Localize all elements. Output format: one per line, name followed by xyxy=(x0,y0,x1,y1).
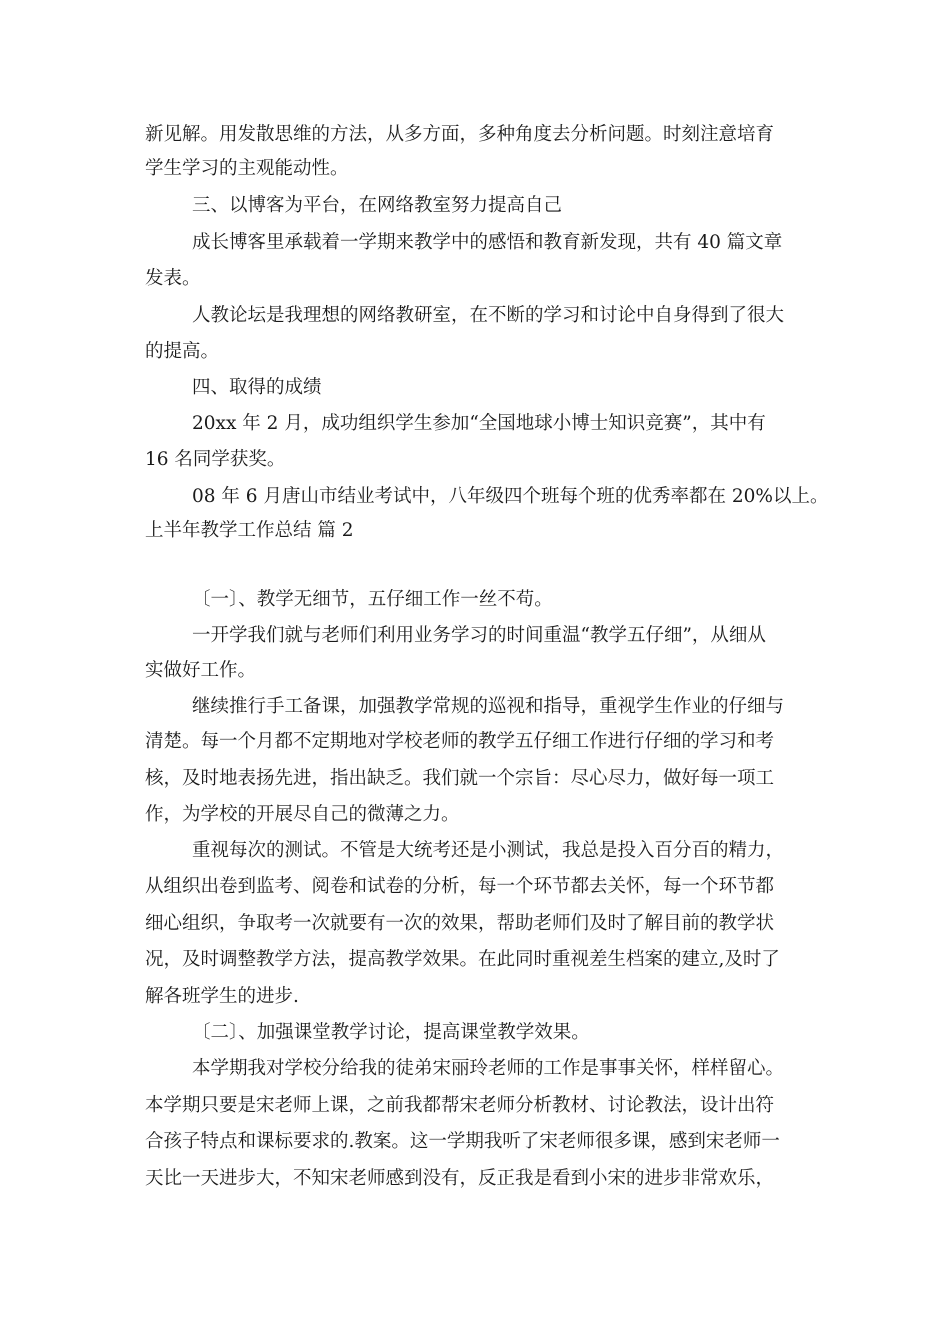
body-line: 核，及时地表扬先进，指出缺乏。我们就一个宗旨：尽心尽力，做好每一项工 xyxy=(145,768,775,789)
body-line: 实做好工作。 xyxy=(145,660,257,681)
body-line: 天比一天进步大，不知宋老师感到没有，反正我是看到小宋的进步非常欢乐， xyxy=(145,1168,775,1189)
body-line: 本学期我对学校分给我的徒弟宋丽玲老师的工作是事事关怀，样样留心。 xyxy=(192,1058,785,1079)
body-line: 新见解。用发散思维的方法，从多方面，多种角度去分析问题。时刻注意培育 xyxy=(145,124,775,145)
body-line: 08 年 6 月唐山市结业考试中，八年级四个班每个班的优秀率都在 20%以上。 xyxy=(192,486,829,507)
body-line: 况，及时调整教学方法，提高教学效果。在此同时重视差生档案的建立,及时了 xyxy=(145,949,780,970)
section-heading-4: 四、取得的成绩 xyxy=(192,377,322,398)
body-line: 清楚。每一个月都不定期地对学校老师的教学五仔细工作进行仔细的学习和考 xyxy=(145,731,775,752)
body-line: 本学期只要是宋老师上课，之前我都帮宋老师分析教材、讨论教法，设计出符 xyxy=(145,1095,775,1116)
body-line: 解各班学生的进步. xyxy=(145,986,299,1007)
body-line: 一开学我们就与老师们利用业务学习的时间重温“教学五仔细”，从细从 xyxy=(192,625,766,646)
body-line: 继续推行手工备课，加强教学常规的巡视和指导，重视学生作业的仔细与 xyxy=(192,696,785,717)
section-heading-3: 三、以博客为平台，在网络教室努力提高自己 xyxy=(192,195,563,216)
body-line: 发表。 xyxy=(145,268,201,289)
body-line: 的提高。 xyxy=(145,341,220,362)
subsection-heading-2: 〔二〕、加强课堂教学讨论，提高课堂教学效果。 xyxy=(192,1022,590,1043)
body-line: 作，为学校的开展尽自己的微薄之力。 xyxy=(145,804,460,825)
body-line: 从组织出卷到监考、阅卷和试卷的分析，每一个环节都去关怀，每一个环节都 xyxy=(145,876,775,897)
body-line: 学生学习的主观能动性。 xyxy=(145,158,349,179)
body-line: 成长博客里承载着一学期来教学中的感悟和教育新发现，共有 40 篇文章 xyxy=(192,232,783,253)
body-line: 重视每次的测试。不管是大统考还是小测试，我总是投入百分百的精力， xyxy=(192,840,785,861)
body-line: 20xx 年 2 月，成功组织学生参加“全国地球小博士知识竞赛”，其中有 xyxy=(192,413,766,434)
body-line: 合孩子特点和课标要求的.教案。这一学期我听了宋老师很多课，感到宋老师一 xyxy=(145,1131,780,1152)
body-line: 人教论坛是我理想的网络教研室，在不断的学习和讨论中自身得到了很大 xyxy=(192,305,785,326)
article-title: 上半年教学工作总结 篇 2 xyxy=(145,520,354,541)
body-line: 16 名同学获奖。 xyxy=(145,449,286,470)
body-line: 细心组织，争取考一次就要有一次的效果，帮助老师们及时了解目前的教学状 xyxy=(145,913,775,934)
subsection-heading-1: 〔一〕、教学无细节，五仔细工作一丝不苟。 xyxy=(192,589,553,610)
